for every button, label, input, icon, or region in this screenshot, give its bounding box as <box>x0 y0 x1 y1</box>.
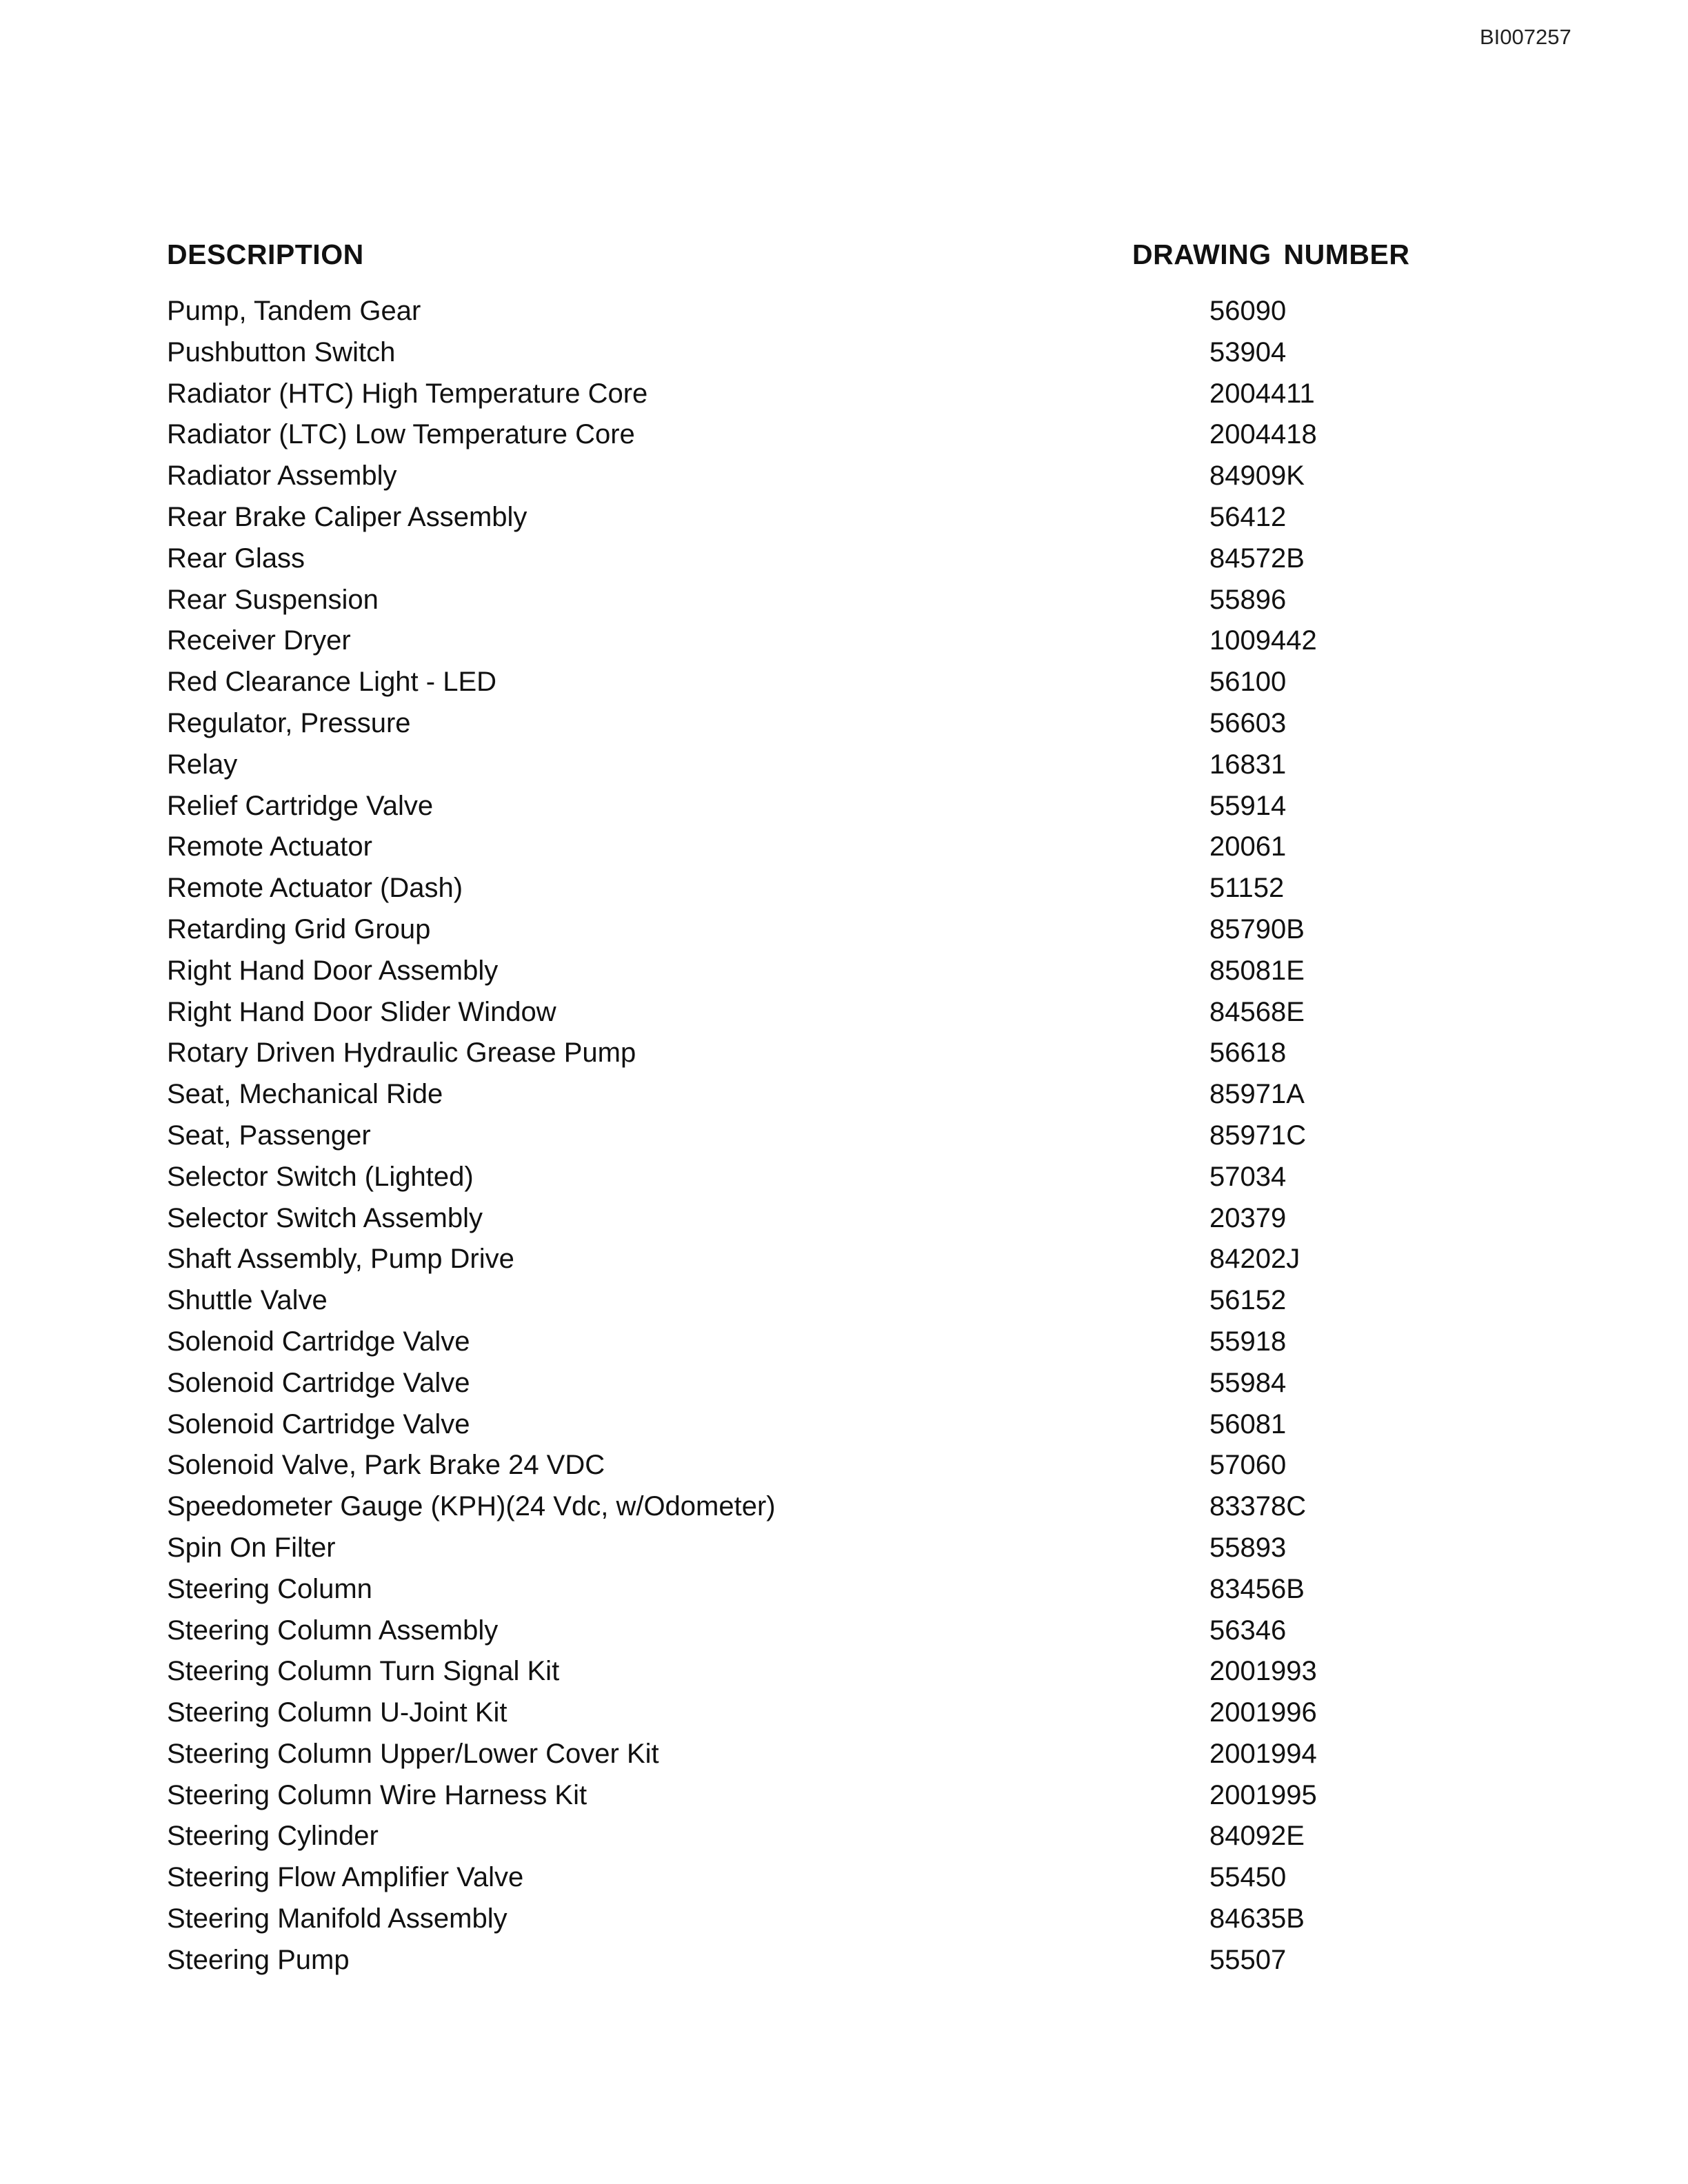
drawing-number: 83456B <box>1209 1573 1305 1604</box>
drawing-number: 53904 <box>1209 336 1287 367</box>
parts-row <box>0 1692 1688 1734</box>
part-description: Receiver Dryer <box>167 625 351 656</box>
parts-row <box>0 868 1688 909</box>
parts-row <box>0 1775 1688 1817</box>
parts-row <box>0 1115 1688 1157</box>
drawing-number: 56090 <box>1209 296 1287 326</box>
drawing-number: 55896 <box>1209 584 1287 615</box>
part-description: Rotary Driven Hydraulic Grease Pump <box>167 1038 636 1069</box>
drawing-number: 55893 <box>1209 1532 1287 1563</box>
drawing-number: 55984 <box>1209 1367 1287 1398</box>
drawing-number: 85790B <box>1209 913 1305 944</box>
parts-row <box>0 992 1688 1033</box>
drawing-number: 2004418 <box>1209 419 1317 450</box>
parts-row <box>0 1528 1688 1569</box>
parts-row <box>0 909 1688 951</box>
parts-row <box>0 1322 1688 1363</box>
parts-row <box>0 1033 1688 1074</box>
drawing-number: 84572B <box>1209 543 1305 574</box>
part-description: Steering Cylinder <box>167 1821 379 1852</box>
parts-row <box>0 1486 1688 1528</box>
drawing-number: 1009442 <box>1209 625 1317 656</box>
part-description: Selector Switch (Lighted) <box>167 1161 474 1192</box>
part-description: Seat, Passenger <box>167 1120 371 1151</box>
drawing-number: 84909K <box>1209 461 1305 492</box>
parts-row <box>0 1198 1688 1240</box>
parts-row <box>0 374 1688 415</box>
part-description: Steering Manifold Assembly <box>167 1903 508 1934</box>
drawing-number: 84568E <box>1209 996 1305 1027</box>
part-description: Radiator (LTC) Low Temperature Core <box>167 419 635 450</box>
part-description: Steering Column <box>167 1573 372 1604</box>
parts-row <box>0 1404 1688 1446</box>
parts-list <box>0 291 1688 1981</box>
drawing-number: 55450 <box>1209 1862 1287 1893</box>
part-description: Seat, Mechanical Ride <box>167 1079 443 1110</box>
part-description: Solenoid Cartridge Valve <box>167 1367 470 1398</box>
drawing-number: 57060 <box>1209 1450 1287 1481</box>
part-description: Shaft Assembly, Pump Drive <box>167 1244 514 1275</box>
part-description: Rear Glass <box>167 543 305 574</box>
part-description: Steering Pump <box>167 1944 350 1975</box>
parts-row <box>0 827 1688 868</box>
part-description: Steering Column U-Joint Kit <box>167 1697 508 1728</box>
drawing-number: 56412 <box>1209 501 1287 532</box>
drawing-number: 56081 <box>1209 1408 1287 1439</box>
part-description: Solenoid Cartridge Valve <box>167 1408 470 1439</box>
parts-row <box>0 456 1688 497</box>
part-description: Pushbutton Switch <box>167 336 396 367</box>
parts-row <box>0 1734 1688 1775</box>
parts-row <box>0 703 1688 745</box>
parts-row <box>0 580 1688 621</box>
drawing-number: 2001993 <box>1209 1656 1317 1687</box>
drawing-number: 56100 <box>1209 667 1287 698</box>
parts-row <box>0 1651 1688 1692</box>
drawing-number: 84092E <box>1209 1821 1305 1852</box>
part-description: Remote Actuator <box>167 831 372 862</box>
drawing-number: 2001994 <box>1209 1738 1317 1769</box>
parts-row <box>0 538 1688 580</box>
parts-row <box>0 1940 1688 1981</box>
part-description: Steering Column Assembly <box>167 1615 499 1646</box>
part-description: Steering Column Turn Signal Kit <box>167 1656 560 1687</box>
drawing-number: 2001995 <box>1209 1779 1317 1810</box>
part-description: Right Hand Door Slider Window <box>167 996 556 1027</box>
parts-row <box>0 1445 1688 1486</box>
part-description: Right Hand Door Assembly <box>167 955 499 986</box>
drawing-number: 56603 <box>1209 707 1287 738</box>
drawing-number: 84635B <box>1209 1903 1305 1934</box>
part-description: Pump, Tandem Gear <box>167 296 421 326</box>
parts-row <box>0 291 1688 332</box>
drawing-number: 56152 <box>1209 1285 1287 1316</box>
drawing-number: 20061 <box>1209 831 1287 862</box>
part-description: Radiator Assembly <box>167 461 397 492</box>
part-description: Solenoid Cartridge Valve <box>167 1326 470 1357</box>
part-description: Spin On Filter <box>167 1532 336 1563</box>
parts-row <box>0 1569 1688 1610</box>
part-description: Retarding Grid Group <box>167 913 431 944</box>
parts-row <box>0 1363 1688 1404</box>
parts-row <box>0 1074 1688 1115</box>
drawing-number: 20379 <box>1209 1202 1287 1233</box>
parts-row <box>0 1157 1688 1198</box>
drawing-number: 16831 <box>1209 749 1287 780</box>
drawing-number: 85971A <box>1209 1079 1305 1110</box>
part-description: Regulator, Pressure <box>167 707 411 738</box>
parts-row <box>0 1610 1688 1652</box>
drawing-number: 56346 <box>1209 1615 1287 1646</box>
part-description: Rear Suspension <box>167 584 379 615</box>
parts-row <box>0 1239 1688 1280</box>
parts-row <box>0 1816 1688 1857</box>
part-description: Relay <box>167 749 238 780</box>
part-description: Solenoid Valve, Park Brake 24 VDC <box>167 1450 605 1481</box>
parts-row <box>0 1857 1688 1899</box>
drawing-number: 85081E <box>1209 955 1305 986</box>
part-description: Shuttle Valve <box>167 1285 328 1316</box>
parts-row <box>0 1280 1688 1322</box>
drawing-number: 51152 <box>1209 873 1285 904</box>
part-description: Red Clearance Light - LED <box>167 667 497 698</box>
drawing-number: 2001996 <box>1209 1697 1317 1728</box>
parts-row <box>0 786 1688 827</box>
parts-row <box>0 951 1688 992</box>
part-description: Rear Brake Caliper Assembly <box>167 501 528 532</box>
parts-row <box>0 414 1688 456</box>
part-description: Steering Column Wire Harness Kit <box>167 1779 587 1810</box>
part-description: Selector Switch Assembly <box>167 1202 483 1233</box>
part-description: Speedometer Gauge (KPH)(24 Vdc, w/Odometer) <box>167 1491 776 1522</box>
description-column-header: DESCRIPTION <box>167 239 364 270</box>
drawing-number: 55918 <box>1209 1326 1287 1357</box>
part-description: Remote Actuator (Dash) <box>167 873 463 904</box>
drawing-number: 57034 <box>1209 1161 1287 1192</box>
drawing-number-column-header: DRAWING NUMBER <box>1132 239 1410 270</box>
parts-row <box>0 662 1688 703</box>
drawing-number: 56618 <box>1209 1038 1287 1069</box>
parts-row <box>0 497 1688 538</box>
parts-row <box>0 745 1688 786</box>
drawing-number: 55507 <box>1209 1944 1287 1975</box>
part-description: Relief Cartridge Valve <box>167 790 434 821</box>
parts-row <box>0 620 1688 662</box>
parts-row <box>0 332 1688 374</box>
drawing-number: 84202J <box>1209 1244 1300 1275</box>
document-id: BI007257 <box>1480 25 1571 49</box>
drawing-number: 83378C <box>1209 1491 1307 1522</box>
drawing-number: 55914 <box>1209 790 1287 821</box>
drawing-number: 85971C <box>1209 1120 1307 1151</box>
part-description: Steering Column Upper/Lower Cover Kit <box>167 1738 659 1769</box>
parts-row <box>0 1899 1688 1940</box>
part-description: Steering Flow Amplifier Valve <box>167 1862 524 1893</box>
drawing-number: 2004411 <box>1209 378 1315 409</box>
part-description: Radiator (HTC) High Temperature Core <box>167 378 648 409</box>
